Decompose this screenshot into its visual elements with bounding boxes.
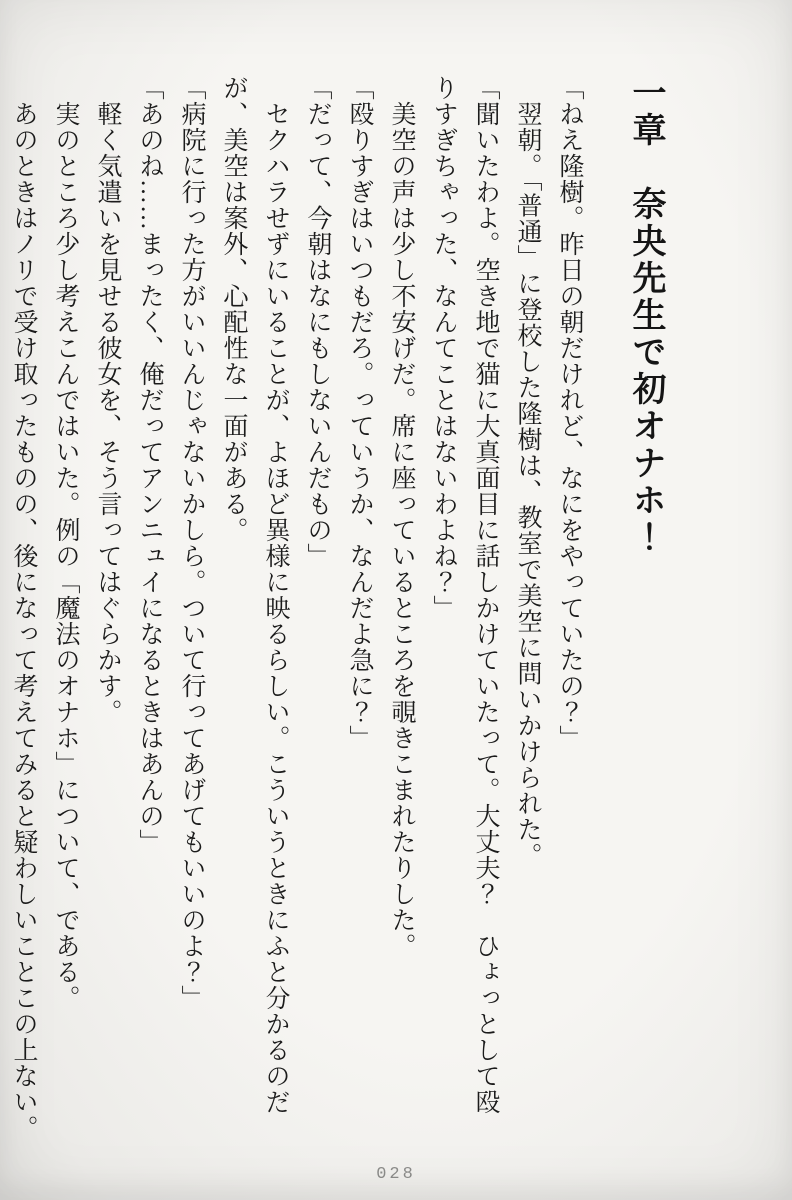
body-text	[2, 75, 590, 1165]
paragraph	[296, 75, 338, 1165]
paragraph	[548, 75, 590, 1165]
paragraph	[380, 75, 422, 1165]
paragraph	[170, 75, 212, 1165]
text-line: 「聞いたわよ。空き地で猫に大真面目に話しかけていたって。大丈夫？ ひょっとして殴	[472, 75, 499, 1115]
text-line: りすぎちゃった、なんてことはないわよね？」	[430, 75, 457, 621]
text-line: 「あのね……まったく、俺だってアンニュイになるときはあんの」	[136, 75, 163, 855]
paragraph	[338, 75, 380, 1165]
text-line: 実のところ少し考えこんではいた。例の「魔法のオナホ」について、である。	[52, 101, 79, 1011]
paragraph	[2, 75, 44, 1165]
text-line: 「ねえ隆樹。昨日の朝だけれど、なにをやっていたの？」	[556, 75, 583, 751]
paragraph	[44, 75, 86, 1165]
text-line: セクハラせずにいることが、よほど異様に映るらしい。こういうときにふと分かるのだ	[262, 101, 289, 1115]
text-line: 「病院に行った方がいいんじゃないかしら。ついて行ってあげてもいいのよ？」	[178, 75, 205, 1011]
text-block	[2, 75, 702, 1165]
text-line: 軽く気遣いを見せる彼女を、そう言ってはぐらかす。	[94, 101, 121, 725]
text-line: あのときはノリで受け取ったものの、後になって考えてみると疑わしいことこの上ない。	[10, 101, 37, 1141]
paragraph	[422, 75, 506, 1165]
text-line: 美空の声は少し不安げだ。席に座っているところを覗きこまれたりした。	[388, 101, 415, 959]
paragraph	[506, 75, 548, 1165]
paragraph	[212, 75, 296, 1165]
text-line: 「だって、今朝はなにもしないんだもの」	[304, 75, 331, 569]
text-line: 翌朝。「普通」に登校した隆樹は、教室で美空に問いかけられた。	[514, 101, 541, 869]
text-line: 「殴りすぎはいつもだろ。っていうか、なんだよ急に？」	[346, 75, 373, 751]
paragraph	[86, 75, 128, 1165]
page-number: 028	[376, 1165, 416, 1184]
text-line: が、美空は案外、心配性な一面がある。	[220, 75, 247, 543]
chapter-heading: 一章 奈央先生で初オナホ！	[627, 75, 665, 556]
paragraph	[128, 75, 170, 1165]
